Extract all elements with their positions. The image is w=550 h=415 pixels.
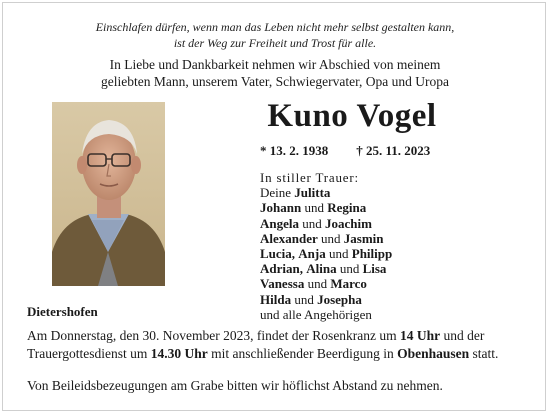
intro-text [0,56,550,90]
mourner-line: Adrian, Alina und Lisa [260,261,387,277]
mourner-line: Hilda und Josepha [260,291,362,307]
mourner-line: Vanessa und Marco [260,276,367,292]
mourner-line: Lucia, Anja und Philipp [260,246,393,262]
mourners-closing: und alle Angehörigen [260,306,372,322]
closing-note: Von Beileidsbezeugungen am Grabe bitten wir höflichst Abstand zu nehmen. [27,378,443,393]
motto-line-1: Einschlafen dürfen, wenn man das Leben nicht mehr selbst gestalten kann, [95,20,455,34]
mourners-header: In stiller Trauer: [260,170,359,185]
intro-line-2: geliebten Mann, unserem Vater, Schwiegervater, Opa und Uropa [100,74,450,89]
motto-line-2: ist der Weg zur Freiheit und Trost für alle. [173,36,377,50]
deceased-name: Kuno Vogel [267,98,437,134]
service-details: Am Donnerstag, den 30. November 2023, findet der Rosenkranz um 14 Uhr und der Trauergottesdienst um 14.30 Uhr mit anschließender Beerdigung in Obenhausen statt. [27,328,499,361]
mourner-line: Alexander und Jasmin [260,230,384,246]
birth-date: * 13. 2. 1938 [260,143,329,158]
portrait-image [52,102,165,286]
mourner-line: Angela und Joachim [260,215,372,231]
life-dates [260,143,458,159]
mourner-line: Johann und Regina [260,200,367,216]
portrait-photo [52,102,165,286]
mourner-line: Deine Julitta [260,185,331,201]
intro-line-1: In Liebe und Dankbarkeit nehmen wir Abschied von meinem [109,57,441,72]
mourners-list [260,170,392,322]
death-date: † 25. 11. 2023 [356,143,431,158]
motto [0,19,550,51]
place-name: Dietershofen [27,304,98,319]
